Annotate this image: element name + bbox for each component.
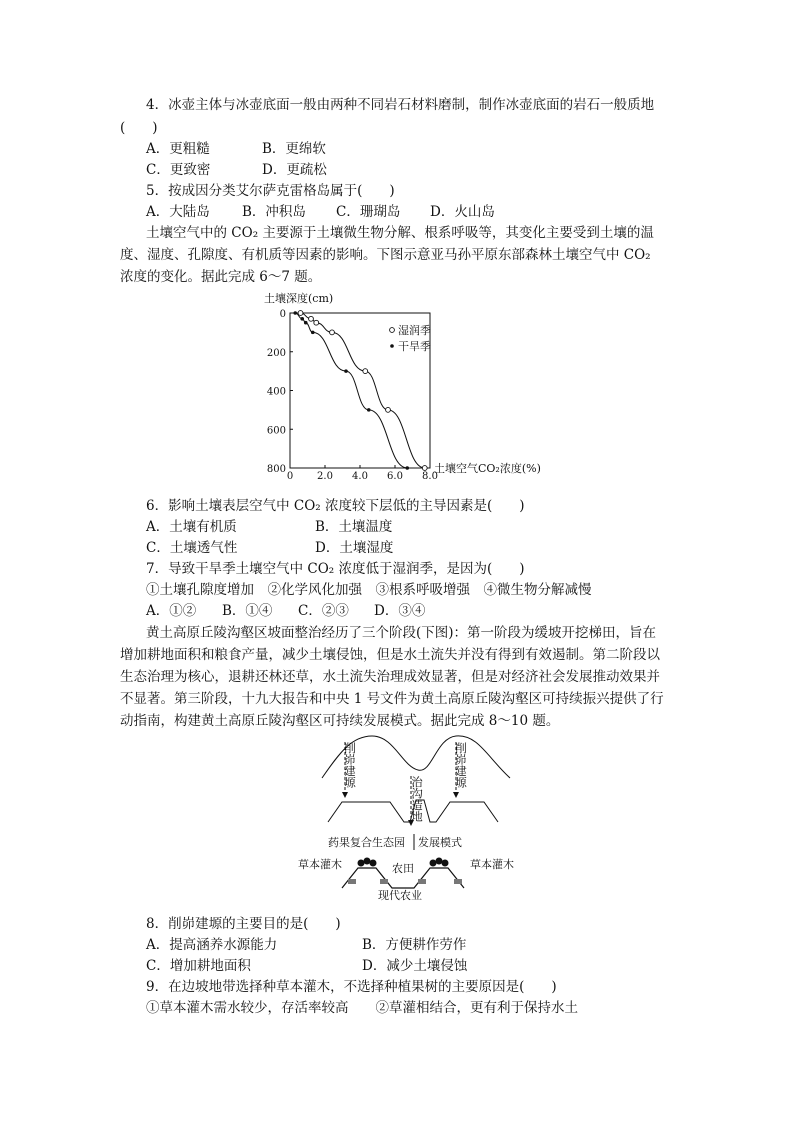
legend-dry-marker [390,344,394,348]
tree-icon [436,858,443,865]
right-arrow-label: 削峁建塬 [454,742,468,788]
tree-icon [358,860,365,867]
passage2-line-4: 不显著。第三阶段，十九大报告和中央 1 号文件为黄土高原丘陵沟壑区可持续振兴提供了行 [120,691,664,707]
wet-season-point [309,316,314,321]
x-tick-label: 4.0 [352,471,368,482]
q7-option-a: A．①② [146,603,197,619]
chart-y-axis-label: 土壤深度(cm) [264,292,334,305]
q4-option-b: B．更绵软 [262,141,326,157]
passage2-line-5: 动指南，构建黄土高原丘陵沟壑区可持续发展模式。据此完成 8～10 题。 [120,713,560,729]
x-tick-label: 6.0 [387,471,403,482]
q4-option-c: C．更致密 [146,162,211,178]
q4-option-d: D．更疏松 [262,162,327,178]
label-shrub-left: 草本灌木 [298,858,342,871]
q9-items: ①草本灌木需水较少，存活率较高 ②草灌相结合，更有利于保持水土 [146,1000,578,1016]
shrub-patch-1 [348,879,356,884]
q4-paren: ( ) [120,120,158,136]
dry-season-point [304,321,308,325]
terrain-stages-diagram [298,730,530,902]
x-tick-label: 0 [286,471,294,482]
q7-option-c: C．②③ [298,603,349,619]
q8-option-d: D．减少土壤侵蚀 [362,958,468,974]
passage2-line-1: 黄土高原丘陵沟壑区坡面整治经历了三个阶段(下图)：第一阶段为缓坡开挖梯田，旨在 [146,625,657,641]
wet-season-point [386,407,391,412]
q6-option-b: B．土壤温度 [315,519,393,535]
legend-label: 干旱季 [398,340,431,353]
dry-season-point [311,331,315,335]
left-arrow-label: 削峁建塬 [343,742,357,788]
right-arrow-head [453,792,459,798]
q5-option-c: C．珊瑚岛 [336,204,401,220]
label-farmland: 农田 [392,862,414,875]
left-arrow-head [342,792,348,798]
shrub-patch-2 [380,879,388,884]
wet-season-point [330,330,335,335]
q6-option-d: D．土壤湿度 [315,540,394,556]
tree-icon [430,860,437,867]
y-tick-label: 600 [266,425,286,437]
legend-label: 湿润季 [398,324,431,337]
q6-option-a: A．土壤有机质 [146,519,237,535]
q7-option-d: D．③④ [374,603,426,619]
y-tick-label: 400 [266,386,286,398]
q7-items: ①土壤孔隙度增加 ②化学风化加强 ③根系呼吸增强 ④微生物分解减慢 [146,582,592,598]
shrub-patch-3 [418,879,426,884]
tree-icon [370,860,377,867]
q5-option-b: B．冲积岛 [242,204,306,220]
passage1-line-3: 浓度的变化。据此完成 6～7 题。 [120,269,322,285]
label-shrub-right: 草本灌木 [470,858,514,871]
wet-season-point [314,320,319,325]
box-label-right: 发展模式 [418,836,462,849]
y-tick-label: 0 [279,309,286,320]
passage2-line-3: 生态治理为核心，退耕还林还草，水土流失治理成效显著，但是对经济社会发展推动效果并 [120,669,660,685]
middle-arrow-label: 治沟造地 [410,776,424,822]
q7-option-b: B．①④ [222,603,273,619]
series-line-dry-season [295,313,407,468]
q5-stem: 5．按成因分类艾尔萨克雷格岛属于( ) [146,183,395,199]
chart-x-axis-label: 土壤空气CO₂浓度(%) [434,462,541,475]
box-label-left: 药果复合生态园 [328,836,405,849]
y-tick-label: 800 [266,464,286,475]
dry-season-point [300,317,304,321]
q9-stem: 9．在边坡地带选择种草本灌木，不选择种植果树的主要原因是( ) [146,979,557,995]
passage1-line-1: 土壤空气中的 CO₂ 主要源于土壤微生物分解、根系呼吸等，其变化主要受到土壤的温 [146,225,654,241]
q8-option-a: A．提高涵养水源能力 [146,937,278,953]
q5-option-d: D．火山岛 [430,204,495,220]
q5-option-a: A．大陆岛 [146,204,210,220]
q8-option-c: C．增加耕地面积 [146,958,251,974]
q8-stem: 8．削峁建塬的主要目的是( ) [146,916,341,932]
q4-option-a: A．更粗糙 [146,141,210,157]
passage1-line-2: 度、湿度、孔隙度、有机质等因素的影响。下图示意亚马孙平原东部森林土壤空气中 CO₂ [120,247,651,263]
label-modern-agriculture: 现代农业 [378,889,422,902]
tree-icon [442,860,449,867]
co2-depth-chart [240,286,580,482]
y-tick-label: 200 [266,347,286,359]
x-tick-label: 8.0 [422,471,438,482]
dry-season-point [367,408,371,412]
passage2-line-2: 增加耕地面积和粮食产量，减少土壤侵蚀，但是水土流失并没有得到有效遏制。第二阶段以 [120,647,660,663]
q6-option-c: C．土壤透气性 [146,540,238,556]
wet-season-point [298,311,303,316]
q6-stem: 6．影响土壤表层空气中 CO₂ 浓度较下层低的主导因素是( ) [146,498,525,514]
dry-season-point [293,311,297,315]
q7-stem: 7．导致干旱季土壤空气中 CO₂ 浓度低于湿润季，是因为( ) [146,561,525,577]
legend-wet-marker [390,328,395,333]
q8-option-b: B．方便耕作劳作 [362,937,467,953]
q4-stem: 4．冰壶主体与冰壶底面一般由两种不同岩石材料磨制，制作冰壶底面的岩石一般质地 [146,97,655,113]
x-tick-label: 2.0 [317,471,333,482]
tree-icon [364,858,371,865]
shrub-patch-4 [454,879,462,884]
wet-season-point [422,466,427,471]
wet-season-point [363,369,368,374]
dry-season-point [344,369,348,373]
dry-season-point [405,466,409,470]
